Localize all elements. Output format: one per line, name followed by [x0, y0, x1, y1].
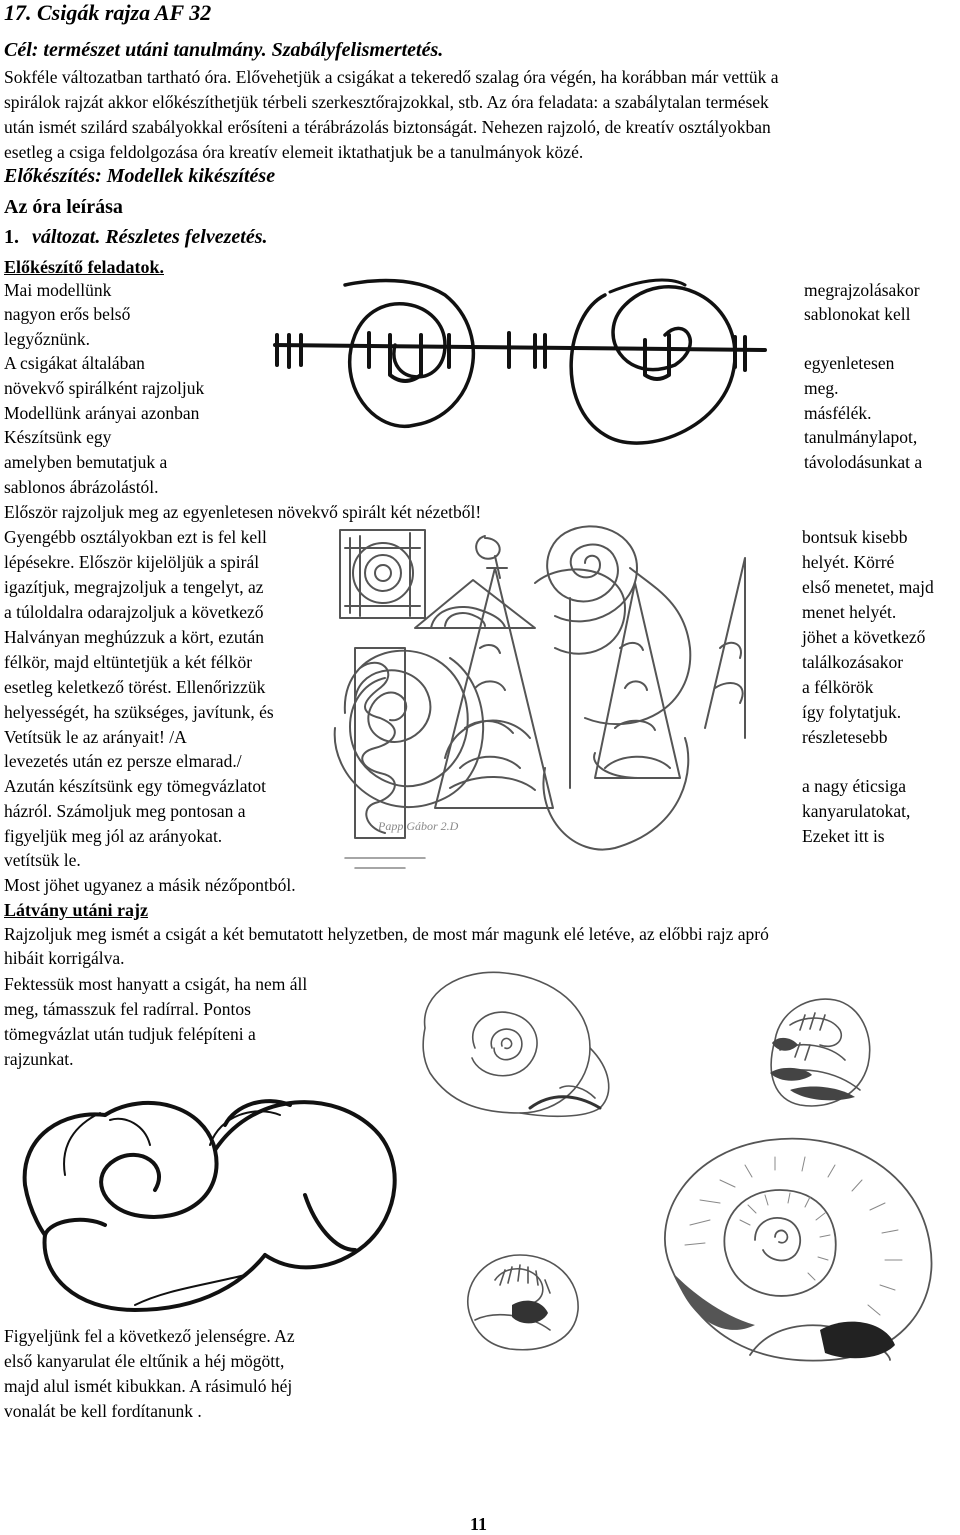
text-line: Gyengébb osztályokban ezt is fel kell: [4, 527, 267, 547]
text-line: így folytatjuk.: [802, 702, 902, 722]
text-line: vetítsük le.: [4, 850, 81, 870]
section-heading: Látvány utáni rajz: [4, 900, 148, 920]
text-line: legyőznünk.: [4, 329, 91, 349]
page-number: 11: [470, 1514, 488, 1534]
text-line: rajzunkat.: [4, 1049, 74, 1069]
variant-number: 1.: [4, 226, 19, 248]
text-line: a nagy éticsiga: [802, 776, 906, 796]
text-line: a félkörök: [802, 677, 874, 697]
text-line: Modellünk arányai azonban: [4, 403, 200, 423]
intro-line: Sokféle változatban tartható óra. Elővehetjük a csigákat a tekeredő szalag óra végén, ha korábban már vettük a: [4, 67, 779, 87]
spiral-construction-sketches: [335, 528, 797, 898]
snail-shell-drawing: [450, 1245, 590, 1355]
text-line: amelyben bemutatjuk a: [4, 452, 168, 472]
text-line: igazítjuk, megrajzoljuk a tengelyt, az: [4, 577, 264, 597]
variant-heading: [4, 226, 268, 248]
text-line: Ezeket itt is: [802, 826, 885, 846]
intro-line: után ismét szilárd szabályokkal erősíteni a térábrázolás biztonságát. Nehezen rajzoló, de kreatív osztályokban: [4, 117, 771, 137]
text-line: meg, támasszuk fel radírral. Pontos: [4, 999, 251, 1019]
text-line: lépésekre. Először kijelöljük a spirál: [4, 552, 260, 572]
page-title: 17. Csigák rajza AF 32: [4, 0, 212, 25]
prep-heading: Előkészítés: Modellek kikészítése: [4, 165, 276, 187]
text-line: levezetés után ez persze elmarad./: [4, 751, 242, 771]
snail-shell-drawing: [410, 968, 620, 1118]
text-line: távolodásunkat a: [804, 452, 923, 472]
text-line: Azután készítsünk egy tömegvázlatot: [4, 776, 266, 796]
text-line: tanulmánylapot,: [804, 427, 918, 447]
text-line: sablonokat kell: [804, 304, 911, 324]
text-line: helyét. Körré: [802, 552, 895, 572]
variant-title: változat. Részletes felvezetés.: [32, 226, 268, 248]
lesson-goal: Cél: természet utáni tanulmány. Szabályfelismertetés.: [4, 39, 444, 61]
text-line: figyeljük meg jól az arányokat.: [4, 826, 223, 846]
pretask-heading: Előkészítő feladatok.: [4, 257, 164, 277]
snail-brush-drawing: [5, 1075, 415, 1315]
text-line: első menetet, majd: [802, 577, 934, 597]
text-line: kanyarulatokat,: [802, 801, 911, 821]
text-line: házról. Számoljuk meg pontosan a: [4, 801, 246, 821]
intro-line: esetleg a csiga feldolgozása óra kreatív elemeit iktathatjuk be a tanulmányok közé.: [4, 142, 584, 162]
text-line: Mai modellünk: [4, 280, 112, 300]
text-line: megrajzolásakor: [804, 280, 920, 300]
text-line: vonalát be kell fordítanunk .: [4, 1401, 202, 1421]
text-line: A csigákat általában: [4, 353, 145, 373]
text-line: Készítsünk egy: [4, 427, 112, 447]
sketch-signature: Papp Gábor 2.D: [378, 819, 459, 833]
text-line: bontsuk kisebb: [802, 527, 908, 547]
text-line: Halványan meghúzzuk a kört, ezután: [4, 627, 264, 647]
text-line: Most jöhet ugyanez a másik nézőpontból.: [4, 875, 296, 895]
text-line: félkör, majd eltüntetjük a két félkör: [4, 652, 253, 672]
text-line: Rajzoljuk meg ismét a csigát a két bemutatott helyzetben, de most már magunk elé letéve, az előbbi rajz apró: [4, 924, 769, 944]
text-line: esetleg keletkező törést. Ellenőrizzük: [4, 677, 266, 697]
text-line: első kanyarulat éle eltűnik a héj mögött,: [4, 1351, 285, 1371]
spiral-axis-drawing: [265, 275, 765, 505]
text-line: meg.: [804, 378, 839, 398]
text-line: menet helyét.: [802, 602, 897, 622]
text-line: Először rajzoljuk meg az egyenletesen növekvő spirált két nézetből!: [4, 502, 482, 522]
text-line: Fektessük most hanyatt a csigát, ha nem áll: [4, 974, 308, 994]
lesson-heading: Az óra leírása: [4, 196, 123, 218]
text-line: hibáit korrigálva.: [4, 948, 125, 968]
snail-shell-drawing: [750, 995, 880, 1115]
text-line: találkozásakor: [802, 652, 904, 672]
text-line: másfélék.: [804, 403, 872, 423]
text-line: helyességét, ha szükséges, javítunk, és: [4, 702, 274, 722]
text-line: egyenletesen: [804, 353, 895, 373]
text-line: a túloldalra odarajzoljuk a következő: [4, 602, 264, 622]
text-line: nagyon erős belső: [4, 304, 131, 324]
text-line: tömegvázlat után tudjuk felépíteni a: [4, 1024, 256, 1044]
text-line: majd alul ismét kibukkan. A rásimuló héj: [4, 1376, 293, 1396]
text-line: sablonos ábrázolástól.: [4, 477, 159, 497]
snail-shell-drawing: [630, 1125, 950, 1365]
text-line: növekvő spirálként rajzoljuk: [4, 378, 205, 398]
intro-line: spirálok rajzát akkor előkészíthetjük térbeli szerkesztőrajzokkal, stb. Az óra feladata: a szabálytalan termések: [4, 92, 769, 112]
text-line: részletesebb: [802, 727, 888, 747]
text-line: Vetítsük le az arányait! /A: [4, 727, 187, 747]
text-line: Figyeljünk fel a következő jelenségre. Az: [4, 1326, 295, 1346]
text-line: jöhet a következő: [802, 627, 926, 647]
